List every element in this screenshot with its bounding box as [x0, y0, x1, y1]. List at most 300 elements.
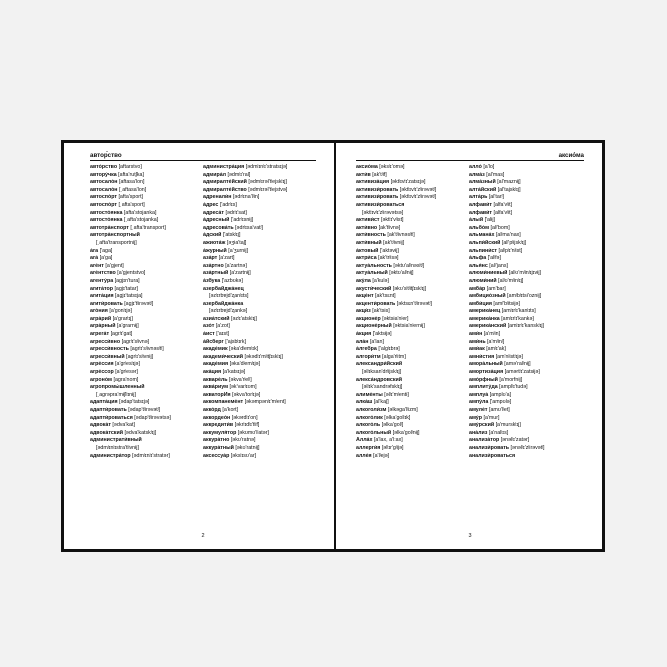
entry-transcription: ['alɨj]: [484, 217, 496, 224]
dictionary-entry: [203, 210, 314, 218]
entry-headword: ажиота́ж: [203, 239, 226, 246]
entry-headword: альпи́йский: [469, 239, 501, 246]
dictionary-entry: [469, 331, 580, 339]
entry-headword: агресси́вно: [90, 338, 121, 345]
dictionary-entry: [90, 187, 201, 195]
entry-transcription: [a'zot]: [215, 323, 230, 330]
entry-transcription: [a'ʒurnɨj]: [228, 247, 249, 254]
entry-transcription: [a'katsɪjə]: [222, 369, 246, 376]
entry-transcription: [amplʲɪ'tudə]: [499, 384, 528, 391]
dictionary-entry: [356, 415, 467, 423]
entry-headword: азербайджа́нка: [203, 300, 244, 307]
entry-transcription: [a'grʲesər]: [115, 369, 138, 376]
entry-transcription: [alʲma'nax]: [495, 232, 521, 239]
entry-headword: агроно́м: [90, 376, 112, 383]
entry-headword: а́журный: [203, 247, 227, 254]
entry-headword: алма́з: [469, 171, 485, 178]
entry-transcription: [əlkəga'lʲizm]: [387, 407, 418, 413]
entry-headword: актуа́льный: [356, 270, 388, 277]
entry-headword: аге́нт: [90, 262, 104, 269]
dictionary-entry: [469, 437, 580, 445]
dictionary-entry: [356, 399, 467, 407]
entry-headword: алта́йский: [469, 186, 497, 193]
entry-headword: агита́ция: [90, 293, 114, 300]
entry-headword: автосало́н: [90, 186, 118, 193]
entry-transcription: [alʲ'pʲijskʲɪj]: [501, 239, 527, 246]
entry-headword: автосто́янка: [90, 217, 123, 224]
dictionary-entry: [356, 270, 467, 278]
entry-transcription: [amʲɪrʲɪ'kanskʲɪj]: [507, 323, 544, 330]
dictionary-entry: [90, 346, 201, 354]
dictionary-entry: [356, 301, 467, 309]
dictionary-entry: [203, 377, 314, 385]
entry-transcription: [ak'tʲivnə]: [378, 224, 401, 231]
dictionary-entry: [469, 354, 580, 362]
entry-transcription: [alfa'vʲit]: [493, 209, 513, 216]
entry-headword: автотра́нспортный: [90, 232, 140, 239]
dictionary-entry: [203, 263, 314, 271]
entry-headword: адмиралте́йский: [203, 179, 247, 186]
entry-transcription: [aftarstvo]: [118, 164, 142, 170]
entry-transcription: [əkərdʲɪ'on]: [231, 414, 258, 421]
dictionary-entry: [203, 194, 314, 202]
entry-headword: агресси́вный: [90, 353, 125, 360]
entry-transcription: [əktʊ'alʲnəsʲtʲ]: [393, 262, 425, 269]
dictionary-entry: [203, 202, 314, 210]
dictionary-entry: [203, 179, 314, 187]
entry-transcription: ['ajsbʲɪrk]: [225, 338, 247, 345]
entry-transcription: [əktʊ'alʲnɨj]: [389, 270, 414, 277]
dictionary-entry: [203, 369, 314, 377]
entry-headword: агра́рный: [90, 323, 116, 330]
dictionary-entry: [469, 225, 580, 233]
entry-headword: амуле́т: [469, 407, 488, 413]
dictionary-entry: [356, 308, 467, 316]
dictionary-entry: [90, 422, 201, 430]
entry-transcription: ['adrʲɪsnɨj]: [230, 217, 254, 224]
entry-headword: актри́са: [356, 255, 377, 262]
dictionary-entry: [356, 187, 467, 195]
entry-headword: алкого́льный: [356, 429, 392, 436]
dictionary-entry: [203, 407, 314, 415]
entry-transcription: [əka'dʲemʲɪjə]: [229, 361, 261, 368]
entry-transcription: [əʒɨa'taʃ]: [226, 239, 247, 246]
dictionary-entry: [469, 270, 580, 278]
dictionary-entry: [90, 293, 201, 301]
entry-headword: аккомпанеме́нт: [203, 399, 244, 406]
dictionary-entry: [203, 316, 314, 324]
entry-transcription: [ənəlʲɪ'zʲirəvətʲ]: [510, 444, 545, 451]
entry-transcription: ['aktsɨjə]: [372, 331, 392, 338]
entry-transcription: [al'mas]: [486, 171, 505, 178]
dictionary-entry: [469, 202, 580, 210]
entry-transcription: [ədmʲɪnʲɪ'stratər]: [132, 452, 170, 459]
entry-headword: амора́льный: [469, 361, 503, 368]
entry-headword: алекса́ндровский: [356, 376, 402, 383]
entry-headword: алья́нс: [469, 262, 488, 269]
entry-transcription: [əkva'torʲɪjə]: [232, 391, 261, 398]
entry-headword: азо́т: [203, 323, 215, 330]
dictionary-entry: [469, 240, 580, 248]
dictionary-entry: [469, 316, 580, 324]
entry-headword: адвока́т: [90, 422, 111, 429]
entry-transcription: [ak'tsɨs]: [372, 308, 390, 315]
entry-transcription: [amʲɪ'ak]: [486, 346, 506, 353]
entry-transcription: [alʲʊ'mʲinʲɪj]: [498, 277, 524, 284]
dictionary-entry: [203, 293, 314, 301]
entry-headword: агенту́ра: [90, 277, 114, 284]
entry-transcription: [afta'sport]: [118, 194, 144, 201]
entry-headword: а́льфа: [469, 255, 487, 262]
dictionary-entry: [90, 248, 201, 256]
dictionary-entry: [356, 164, 467, 172]
dictionary-entry: [203, 430, 314, 438]
entry-headword: а́га: [90, 247, 99, 254]
dictionary-entry: [90, 232, 201, 240]
entry-headword: алюми́ниевый: [469, 270, 508, 277]
entry-headword: а́дресный: [203, 217, 230, 224]
dictionary-entry: [203, 187, 314, 195]
entry-headword: администра́тор: [90, 452, 131, 459]
entry-transcription: [am'nʲistʲɪjə]: [495, 353, 523, 360]
dictionary-entry: [203, 308, 314, 316]
dictionary-entry: [203, 217, 314, 225]
entry-transcription: [əkʊ'sʲtʲitʃɪskʲɪj]: [392, 285, 427, 292]
entry-transcription: [agjɪ'tatar]: [114, 285, 138, 292]
entry-headword: адапти́ровать: [90, 407, 127, 413]
dictionary-entry: [469, 255, 580, 263]
entry-headword: агра́рий: [90, 315, 112, 322]
entry-transcription: [əlʲɪksan'drʲijskʲɪj]: [362, 369, 402, 376]
dictionary-entry: [90, 179, 201, 187]
entry-transcription: [əkʊmʊ'lʲatər]: [237, 429, 269, 436]
entry-transcription: [ak'tʲif]: [372, 171, 387, 178]
entry-transcription: [əktʲɪvʲɪ'zʲirəvətʲ]: [399, 194, 437, 201]
entry-transcription: [alʲpʲɪ'nʲist]: [498, 247, 523, 254]
entry-headword: автоспо́рт: [90, 194, 117, 201]
entry-headword: ала́н: [356, 338, 369, 345]
entry-transcription: [əktsɨa'nʲer]: [382, 315, 409, 322]
entry-headword: агити́ровать: [90, 300, 123, 307]
entry-transcription: [əlka'golʲnɨj]: [392, 429, 420, 436]
entry-transcription: [əkʊ'ratnə]: [230, 437, 256, 444]
dictionary-entry: [90, 202, 201, 210]
dictionary-entry: [356, 248, 467, 256]
entry-transcription: [afta'stojanka]: [123, 209, 157, 216]
entry-headword: аллерги́я: [356, 444, 381, 451]
dictionary-entry: [90, 240, 201, 248]
entry-headword: адапти́роваться: [90, 414, 133, 421]
dictionary-entry: [469, 164, 580, 172]
entry-transcription: [afta'rutʃka]: [118, 171, 144, 178]
dictionary-entry: [469, 415, 580, 423]
entry-transcription: [a'grarnɨj]: [117, 323, 139, 330]
entry-transcription: [agrʲɪ'sʲivnəsʲtʲ]: [130, 346, 164, 353]
entry-headword: Алла́х: [356, 437, 373, 444]
dictionary-entry: [469, 361, 580, 369]
entry-headword: алта́рь: [469, 194, 488, 201]
entry-transcription: [amərtʲɪ'zatsɨjə]: [504, 369, 540, 376]
entry-transcription: [ədmʲɪnʲɪ'stratsɪjə]: [245, 164, 288, 170]
page-number-right: 3: [468, 533, 472, 539]
entry-headword: академи́ческий: [203, 353, 244, 360]
entry-headword: активизи́ровать: [356, 194, 399, 201]
dictionary-entry: [469, 453, 580, 461]
dictionary-entry: [90, 384, 201, 392]
entry-transcription: [am'bar]: [486, 285, 506, 292]
entry-transcription: [əzʲɪ'atskʲɪj]: [230, 315, 257, 322]
entry-transcription: [əktʲɪvʲɪ'zʲirəvətʲ]: [399, 186, 437, 193]
dictionary-entry: [203, 301, 314, 309]
dictionary-entry: [356, 293, 467, 301]
entry-headword: активи́ст: [356, 217, 380, 224]
entry-transcription: [ˌagrəpra'mɨʃlʲɪnɨj]: [96, 391, 136, 398]
dictionary-entry: [469, 422, 580, 430]
dictionary-entry: [203, 339, 314, 347]
entry-headword: амбицио́зный: [469, 293, 506, 300]
entry-headword: автосало́н: [90, 179, 118, 186]
dictionary-entry: [469, 308, 580, 316]
entry-transcription: [ˌafta'transport]: [130, 224, 166, 231]
entry-headword: адмиралте́йство: [203, 186, 247, 193]
entry-headword: алюми́ний: [469, 277, 497, 284]
dictionary-entry: [356, 453, 467, 461]
entry-transcription: [a'kulə]: [372, 277, 389, 284]
left-column-1: [90, 164, 203, 460]
entry-transcription: ['adrʲɪs]: [219, 201, 237, 208]
entry-headword: аку́ла: [356, 277, 371, 284]
entry-headword: акци́з: [356, 308, 371, 315]
dictionary-entry: [356, 445, 467, 453]
entry-headword: агрега́т: [90, 331, 110, 338]
dictionary-entry: [90, 210, 201, 218]
dictionary-entry: [90, 323, 201, 331]
entry-headword: анализа́тор: [469, 437, 500, 444]
entry-transcription: ['atskʲɪj]: [222, 232, 241, 239]
entry-headword: аге́нтство: [90, 270, 116, 277]
entry-headword: а́лгебра: [356, 346, 377, 353]
entry-transcription: [a'murskʲɪj]: [495, 422, 521, 429]
entry-headword: акваторИя: [203, 391, 231, 398]
entry-headword: автору́чка: [90, 171, 117, 178]
dictionary-entry: [90, 430, 201, 438]
dictionary-entry: [203, 354, 314, 362]
dictionary-entry: [469, 384, 580, 392]
entry-transcription: [əktʲɪvʲɪ'zʲirəvətsə]: [362, 209, 404, 216]
entry-transcription: [a'ga]: [99, 255, 113, 262]
dictionary-entry: [356, 377, 467, 385]
entry-transcription: [alʲ'jans]: [489, 262, 508, 269]
entry-headword: акценти́ровать: [356, 300, 396, 307]
entry-transcription: [amə'ralʲnɨj]: [504, 361, 531, 368]
entry-headword: ака́ция: [203, 369, 222, 376]
entry-transcription: [ədmʲɪrəl'tʲejstvə]: [248, 186, 288, 193]
entry-headword: анализи́роваться: [469, 452, 516, 459]
dictionary-entry: [469, 278, 580, 286]
entry-headword: акко́рд: [203, 407, 221, 413]
entry-headword: аза́ртно: [203, 262, 224, 269]
entry-headword: акти́вно: [356, 224, 378, 231]
left-columns: [90, 164, 316, 460]
entry-transcription: [əksʲɪ'omə]: [379, 164, 405, 170]
dictionary-entry: [90, 301, 201, 309]
entry-headword: автотра́нспорт: [90, 224, 129, 231]
entry-headword: акти́в: [356, 171, 371, 178]
dictionary-entry: [356, 316, 467, 324]
right-columns: [356, 164, 584, 460]
entry-headword: агита́тор: [90, 285, 113, 292]
entry-transcription: [əksʲɪsʊ'ar]: [230, 452, 257, 459]
entry-transcription: [a'lax, a'l:ax]: [373, 437, 403, 444]
entry-transcription: [əlʲɪr'gʲijə]: [381, 444, 404, 451]
entry-transcription: [a'mʲin]: [483, 331, 501, 338]
entry-transcription: [ədmʲɪ'ral]: [227, 171, 251, 178]
entry-headword: агресси́вность: [90, 346, 129, 353]
entry-headword: алка́ш: [356, 399, 373, 406]
entry-headword: адресова́ть: [203, 224, 234, 231]
dictionary-entry: [90, 225, 201, 233]
entry-transcription: [əka'dʲemʲɪk]: [229, 346, 259, 353]
entry-transcription: [agrʲɪ'gat]: [110, 331, 133, 338]
entry-headword: активиза́ция: [356, 179, 390, 186]
dictionary-entry: [90, 339, 201, 347]
dictionary-entry: [356, 263, 467, 271]
entry-transcription: [a'zartnə]: [225, 262, 247, 269]
entry-headword: алкоголи́зм: [356, 407, 387, 413]
entry-headword: администрати́вный: [90, 437, 142, 444]
dictionary-entry: [469, 248, 580, 256]
entry-headword: амни́стия: [469, 353, 495, 360]
dictionary-entry: [469, 369, 580, 377]
dictionary-entry: [203, 453, 314, 461]
entry-transcription: [a'zart]: [218, 255, 235, 262]
dictionary-entry: [90, 217, 201, 225]
entry-headword: америка́нский: [469, 323, 507, 330]
entry-headword: аза́ртный: [203, 270, 229, 277]
entry-transcription: [əzʲɪrbɐjd'ʐanʲɪts]: [209, 293, 249, 300]
dictionary-entry: [203, 255, 314, 263]
entry-headword: алкого́ль: [356, 422, 381, 429]
entry-transcription: [əkva'rʲelʲ]: [229, 376, 252, 383]
entry-transcription: [ak'tsɛnt]: [375, 293, 396, 300]
dictionary-entry: [356, 217, 467, 225]
dictionary-entry: [356, 422, 467, 430]
dictionary-entry: [90, 308, 201, 316]
dictionary-entry: [356, 194, 467, 202]
entry-headword: амба́р: [469, 285, 486, 292]
entry-transcription: [ˌafta'stojanka]: [123, 217, 159, 224]
entry-headword: америка́нка: [469, 315, 500, 322]
entry-headword: аккредити́в: [203, 422, 234, 429]
dictionary-entry: [203, 270, 314, 278]
entry-headword: а́ист: [203, 331, 215, 338]
entry-transcription: [ədap'tʲirəvətʲ]: [128, 407, 161, 413]
entry-transcription: ['aktəvɨj]: [379, 247, 399, 254]
entry-transcription: [al'tajskʲɪj]: [497, 186, 521, 193]
dictionary-entry: [469, 217, 580, 225]
spine-divider: [334, 143, 336, 549]
dictionary-entry: [356, 225, 467, 233]
dictionary-entry: [356, 202, 467, 210]
entry-transcription: [a'kort]: [222, 407, 239, 413]
dictionary-entry: [469, 301, 580, 309]
entry-transcription: [əktsɛn'tʲirəvətʲ]: [396, 300, 432, 307]
entry-headword: алфави́т: [469, 209, 492, 216]
dictionary-entry: [90, 369, 201, 377]
entry-headword: а́збука: [203, 277, 221, 284]
dictionary-entry: [356, 210, 467, 218]
entry-headword: а́йсберг: [203, 338, 224, 345]
dictionary-entry: [356, 407, 467, 415]
dictionary-entry: [203, 248, 314, 256]
dictionary-entry: [90, 415, 201, 423]
entry-transcription: [agra'nom]: [113, 376, 139, 383]
entry-headword: аккордео́н: [203, 414, 231, 421]
left-column-2: [203, 164, 316, 460]
dictionary-entry: [90, 255, 201, 263]
running-head-right: аксио́ма: [356, 151, 584, 161]
entry-headword: аго́ния: [90, 308, 108, 315]
entry-headword: амби́ция: [469, 300, 492, 307]
entry-headword: азербайджа́нец: [203, 285, 244, 292]
dictionary-entry: [90, 392, 201, 400]
entry-transcription: [a'lan]: [369, 338, 384, 345]
dictionary-entry: [90, 377, 201, 385]
entry-headword: аксио́ма: [356, 164, 378, 170]
dictionary-entry: [469, 407, 580, 415]
dictionary-entry: [90, 263, 201, 271]
entry-headword: алкого́лик: [356, 414, 383, 421]
entry-transcription: [a'lʲejə]: [373, 452, 390, 459]
dictionary-entry: [356, 354, 467, 362]
entry-transcription: [ənəlʲɪ'zatər]: [500, 437, 530, 444]
dictionary-entry: [469, 263, 580, 271]
entry-transcription: [əktʲɪvʲɪ'zatsɪjə]: [390, 179, 426, 186]
dictionary-entry: [356, 172, 467, 180]
dictionary-entry: [469, 377, 580, 385]
entry-headword: а́дрес: [203, 201, 219, 208]
entry-transcription: [al'maznɨj]: [497, 179, 521, 186]
dictionary-entry: [90, 278, 201, 286]
entry-headword: азиа́тский: [203, 315, 230, 322]
entry-headword: актуа́льность: [356, 262, 392, 269]
dictionary-entry: [469, 187, 580, 195]
dictionary-entry: [203, 346, 314, 354]
entry-transcription: ['algʲɪbrə]: [378, 346, 400, 353]
entry-transcription: [alga'rʲitm]: [382, 353, 406, 360]
dictionary-entry: [203, 232, 314, 240]
dictionary-entry: [90, 316, 201, 324]
entry-transcription: [əktʲɪ'vʲist]: [380, 217, 404, 224]
dictionary-entry: [203, 164, 314, 172]
entry-transcription: [a'grarʲɪj]: [112, 315, 133, 322]
left-page: [90, 151, 316, 543]
dictionary-entry: [469, 293, 580, 301]
entry-transcription: [al'tarʲ]: [488, 194, 504, 201]
dictionary-entry: [469, 392, 580, 400]
entry-headword: аккумуля́тор: [203, 429, 237, 436]
entry-transcription: [əkəmpənʲɪ'mʲent]: [244, 399, 286, 406]
dictionary-entry: [203, 437, 314, 445]
entry-transcription: [alfa'vʲit]: [493, 201, 513, 208]
entry-headword: адвока́тский: [90, 429, 123, 436]
entry-headword: альбо́м: [469, 224, 489, 231]
entry-headword: аксессуа́р: [203, 452, 230, 459]
entry-transcription: [ak'tʲivnɨj]: [383, 239, 405, 246]
entry-transcription: [ədva'kat]: [112, 422, 135, 429]
dictionary-entry: [356, 278, 467, 286]
entry-transcription: [agjɪn'tura]: [114, 277, 140, 284]
